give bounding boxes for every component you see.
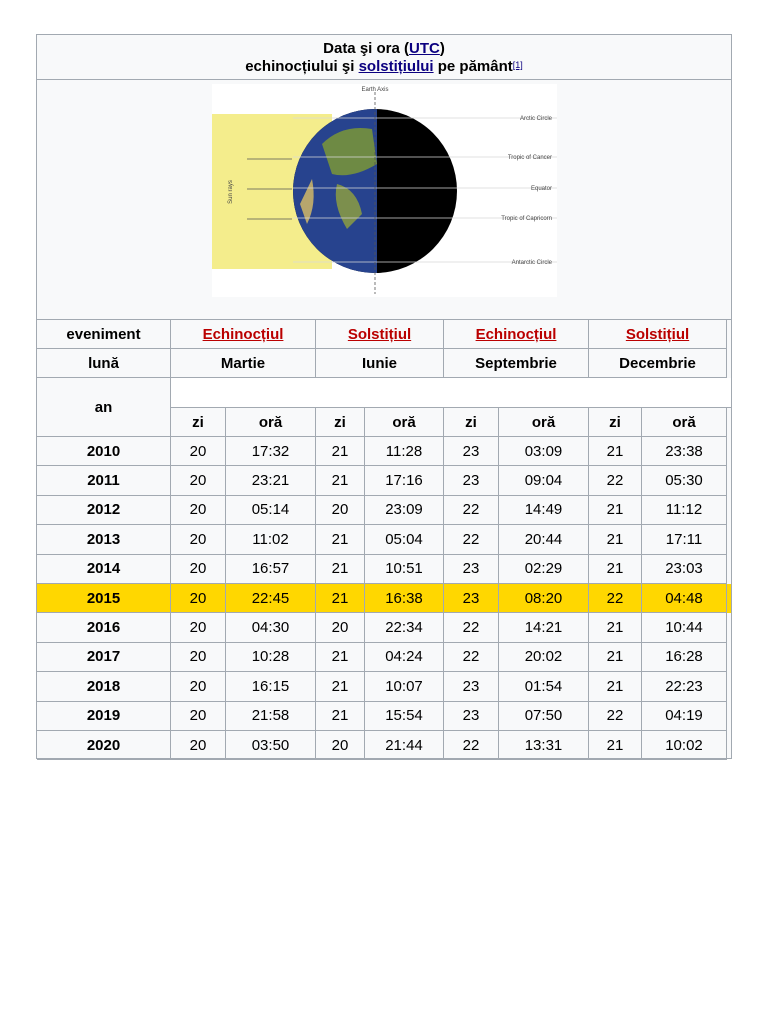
earth-illumination-image[interactable] <box>212 84 557 297</box>
hour-cell: 17:32 <box>226 437 316 466</box>
hour-cell: 17:11 <box>642 525 727 554</box>
day-cell: 21 <box>316 466 365 495</box>
hour-cell: 04:19 <box>642 702 727 731</box>
solstice-link[interactable]: solstițiului <box>358 58 434 75</box>
day-header: zi <box>171 408 226 437</box>
hour-cell: 22:34 <box>365 613 444 642</box>
figure-label: Tropic of Cancer <box>507 155 552 161</box>
day-cell: 20 <box>171 672 226 701</box>
day-cell: 20 <box>171 525 226 554</box>
day-cell: 20 <box>171 466 226 495</box>
hour-cell: 23:03 <box>642 555 727 584</box>
figure-label: Tropic of Capricorn <box>501 216 552 222</box>
event-link[interactable]: Echinocțiul <box>475 325 557 343</box>
event-march <box>171 320 316 349</box>
header-month-label: lună <box>37 349 171 378</box>
year-cell: 2013 <box>37 525 171 554</box>
day-cell: 21 <box>589 672 642 701</box>
hour-cell: 10:44 <box>642 613 727 642</box>
year-cell: 2012 <box>37 496 171 525</box>
year-cell: 2014 <box>37 555 171 584</box>
hour-cell: 22:45 <box>226 584 316 613</box>
year-cell: 2018 <box>37 672 171 701</box>
day-cell: 23 <box>444 555 499 584</box>
day-header: zi <box>444 408 499 437</box>
day-cell: 21 <box>589 731 642 760</box>
hour-cell: 05:14 <box>226 496 316 525</box>
day-cell: 20 <box>171 437 226 466</box>
day-cell: 22 <box>589 584 642 613</box>
day-cell: 21 <box>589 525 642 554</box>
hour-cell: 10:07 <box>365 672 444 701</box>
utc-link[interactable]: UTC <box>409 40 440 57</box>
hour-cell: 23:21 <box>226 466 316 495</box>
hour-cell: 05:04 <box>365 525 444 554</box>
day-cell: 20 <box>316 731 365 760</box>
hour-header: oră <box>365 408 444 437</box>
year-cell: 2016 <box>37 613 171 642</box>
event-link[interactable]: Solstițiul <box>347 325 412 343</box>
hour-cell: 14:49 <box>499 496 589 525</box>
hour-cell: 16:38 <box>365 584 444 613</box>
hour-header: oră <box>642 408 727 437</box>
day-cell: 23 <box>444 584 499 613</box>
hour-cell: 04:30 <box>226 613 316 642</box>
hour-cell: 16:28 <box>642 643 727 672</box>
hour-cell: 21:44 <box>365 731 444 760</box>
event-link[interactable]: Echinocțiul <box>202 325 284 343</box>
hour-cell: 02:29 <box>499 555 589 584</box>
year-cell: 2011 <box>37 466 171 495</box>
day-cell: 20 <box>171 731 226 760</box>
figure-label-earth-axis: Earth Axis <box>361 87 389 93</box>
day-cell: 22 <box>589 702 642 731</box>
hour-cell: 20:44 <box>499 525 589 554</box>
reference-link[interactable]: [1] <box>512 60 523 70</box>
event-june <box>316 320 444 349</box>
hour-cell: 16:15 <box>226 672 316 701</box>
year-cell: 2010 <box>37 437 171 466</box>
hour-cell: 22:23 <box>642 672 727 701</box>
hour-cell: 20:02 <box>499 643 589 672</box>
caption-text: Data şi ora ( <box>323 40 410 57</box>
hour-cell: 23:09 <box>365 496 444 525</box>
year-cell: 2015 <box>37 584 171 613</box>
day-cell: 22 <box>444 496 499 525</box>
day-cell: 22 <box>589 466 642 495</box>
caption-line-2 <box>37 58 731 76</box>
event-december <box>589 320 727 349</box>
hour-header: oră <box>226 408 316 437</box>
month-cell: Iunie <box>316 349 444 378</box>
header-year-label: an <box>37 378 171 437</box>
day-cell: 21 <box>589 555 642 584</box>
day-cell: 23 <box>444 702 499 731</box>
day-cell: 21 <box>316 702 365 731</box>
equinox-solstice-table <box>36 34 732 759</box>
hour-cell: 07:50 <box>499 702 589 731</box>
hour-cell: 15:54 <box>365 702 444 731</box>
hour-cell: 23:38 <box>642 437 727 466</box>
day-cell: 21 <box>316 584 365 613</box>
hour-cell: 14:21 <box>499 613 589 642</box>
hour-cell: 05:30 <box>642 466 727 495</box>
event-september <box>444 320 589 349</box>
day-cell: 21 <box>316 672 365 701</box>
day-cell: 20 <box>316 496 365 525</box>
day-cell: 22 <box>444 643 499 672</box>
month-cell: Martie <box>171 349 316 378</box>
day-header: zi <box>589 408 642 437</box>
day-cell: 21 <box>589 496 642 525</box>
hour-cell: 21:58 <box>226 702 316 731</box>
day-cell: 22 <box>444 525 499 554</box>
header-event-label: eveniment <box>37 320 171 349</box>
event-link[interactable]: Solstițiul <box>625 325 690 343</box>
day-cell: 20 <box>171 584 226 613</box>
hour-cell: 10:51 <box>365 555 444 584</box>
figure-label: Equator <box>530 186 552 192</box>
day-cell: 20 <box>316 613 365 642</box>
earth-diagram <box>212 84 557 297</box>
hour-header: oră <box>499 408 589 437</box>
day-cell: 21 <box>316 555 365 584</box>
hour-cell: 13:31 <box>499 731 589 760</box>
hour-cell: 08:20 <box>499 584 589 613</box>
day-header: zi <box>316 408 365 437</box>
caption-text: pe pământ <box>433 58 513 75</box>
hour-cell: 11:28 <box>365 437 444 466</box>
hour-cell: 11:12 <box>642 496 727 525</box>
day-cell: 21 <box>316 525 365 554</box>
hour-cell: 04:24 <box>365 643 444 672</box>
hour-cell: 09:04 <box>499 466 589 495</box>
hour-cell: 10:02 <box>642 731 727 760</box>
day-cell: 23 <box>444 466 499 495</box>
hour-cell: 16:57 <box>226 555 316 584</box>
table-caption <box>37 35 731 80</box>
hour-cell: 11:02 <box>226 525 316 554</box>
figure-label: Arctic Circle <box>519 116 552 122</box>
hour-cell: 03:50 <box>226 731 316 760</box>
day-cell: 20 <box>171 613 226 642</box>
header-spacer <box>171 378 731 408</box>
day-cell: 21 <box>589 437 642 466</box>
year-cell: 2020 <box>37 731 171 760</box>
hour-cell: 17:16 <box>365 466 444 495</box>
day-cell: 21 <box>316 437 365 466</box>
day-cell: 22 <box>444 731 499 760</box>
day-cell: 20 <box>171 555 226 584</box>
day-cell: 21 <box>589 643 642 672</box>
image-row <box>37 80 731 320</box>
day-cell: 20 <box>171 643 226 672</box>
day-cell: 23 <box>444 437 499 466</box>
day-cell: 21 <box>589 613 642 642</box>
hour-cell: 10:28 <box>226 643 316 672</box>
figure-label: Antarctic Circle <box>511 260 552 266</box>
month-cell: Septembrie <box>444 349 589 378</box>
day-cell: 20 <box>171 702 226 731</box>
day-cell: 22 <box>444 613 499 642</box>
day-cell: 20 <box>171 496 226 525</box>
hour-cell: 03:09 <box>499 437 589 466</box>
day-cell: 21 <box>316 643 365 672</box>
month-cell: Decembrie <box>589 349 727 378</box>
year-cell: 2017 <box>37 643 171 672</box>
hour-cell: 01:54 <box>499 672 589 701</box>
figure-label-sun-rays: Sun rays <box>228 180 234 204</box>
caption-text: ) <box>439 40 445 57</box>
year-cell: 2019 <box>37 702 171 731</box>
caption-line-1 <box>37 40 731 58</box>
caption-text: echinocțiului şi <box>245 58 359 75</box>
hour-cell: 04:48 <box>642 584 727 613</box>
day-cell: 23 <box>444 672 499 701</box>
